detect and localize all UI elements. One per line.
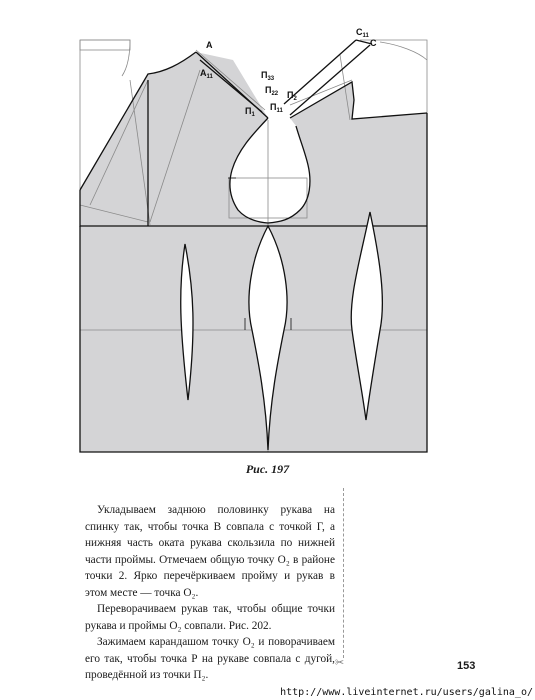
label-P2: $П_2$ [287,90,297,102]
page-number: 153 [457,660,476,672]
label-C: С [370,38,377,48]
watermark-url: http://www.liveinternet.ru/users/galina_o/ [280,687,533,698]
label-P11: $П_{11}$ [270,102,283,114]
label-C11: $С_{11}$ [356,27,369,39]
body-text [85,502,335,684]
label-P22: $П_{22}$ [265,85,279,97]
figure-caption: Рис. 197 [245,462,290,476]
paragraph: Зажимаем карандашом точку О₂ и поворачиваем его так, чтобы точка Р на рукаве совпала с дугой, проведённой из точки П₂. [85,636,335,681]
label-P33: $П_{33}$ [261,70,275,82]
label-P1: $П_1$ [245,106,255,118]
paragraph: Укладываем заднюю половинку рукава на спинку так, чтобы точка В совпала с точкой Г, а нижняя часть оката рукава скользила по нижней части проймы. Отмечаем общую точку О₂ в районе точки 2. Ярко перечёркиваем пройму и рукав в этом месте — точка О₂. [85,504,335,599]
scissors-icon: ✂ [335,656,345,669]
paragraph: Переворачиваем рукав так, чтобы общие точки рукава и проймы О₂ совпали. Рис. 202. [85,603,335,632]
label-A11: $А_{11}$ [200,68,213,80]
label-A: А [206,40,213,50]
cut-line [343,488,344,658]
